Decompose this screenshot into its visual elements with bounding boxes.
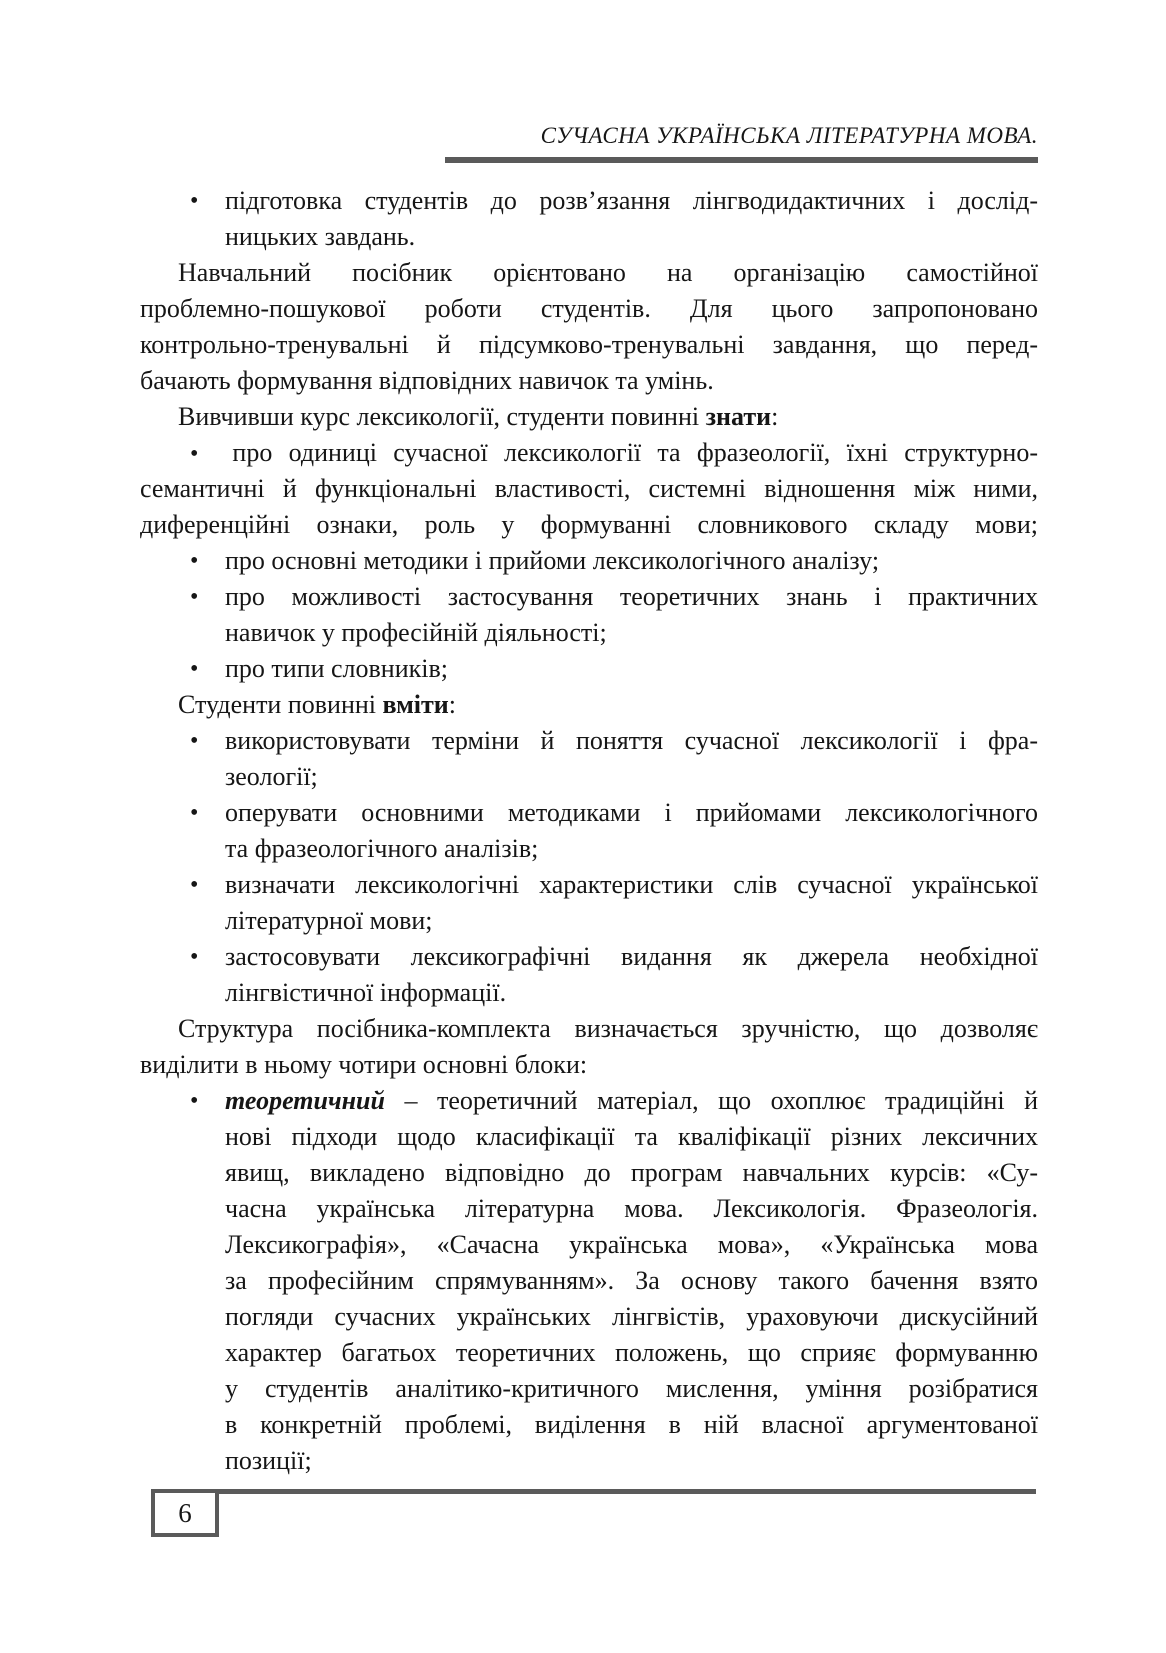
text-run: проблемно-пошукової роботи студентів. Для цього запропоновано: [140, 294, 1038, 323]
text-line: [140, 975, 1038, 1011]
text-line: [140, 1083, 1038, 1119]
header-rule: [445, 157, 1038, 163]
text-line: [140, 399, 1038, 435]
running-head-title: СУЧАСНА УКРАЇНСЬКА ЛІТЕРАТУРНА МОВА.: [540, 123, 1038, 148]
text-line: [140, 1443, 1038, 1479]
text-run: літературної мови;: [225, 906, 433, 935]
bullet-icon: •: [190, 1088, 199, 1114]
text-line: [140, 615, 1038, 651]
text-run: семантичні й функціональні властивості, системні відношення між ними,: [140, 474, 1038, 503]
text-run: використовувати терміни й поняття сучасної лексикології і фра-: [225, 726, 1038, 755]
text-run: про типи словників;: [225, 654, 448, 683]
text-line: [140, 363, 1038, 399]
text-line: [140, 1119, 1038, 1155]
paragraph: [140, 1011, 1038, 1083]
text-line: [140, 1371, 1038, 1407]
text-run: бачають формування відповідних навичок та умінь.: [140, 366, 714, 395]
list-item: [140, 579, 1038, 651]
text-line: [140, 1299, 1038, 1335]
bullet-icon: •: [190, 656, 199, 682]
text-line: [140, 327, 1038, 363]
text-run: ницьких завдань.: [225, 222, 416, 251]
list-item: [140, 651, 1038, 687]
text-line: [140, 219, 1038, 255]
text-run: диференційні ознаки, роль у формуванні словникового складу мови;: [140, 510, 1038, 539]
text-body: [140, 183, 1038, 1479]
text-line: [140, 435, 1038, 471]
text-run: нові підходи щодо класифікації та кваліфікації різних лексичних: [225, 1122, 1038, 1151]
text-run: оперувати основними методиками і прийомами лексикологічного: [225, 798, 1038, 827]
paragraph: [140, 687, 1038, 723]
list-item: [140, 543, 1038, 579]
text-run: знати: [705, 402, 772, 431]
text-run: визначати лексикологічні характеристики слів сучасної української: [225, 870, 1038, 899]
text-line: [140, 759, 1038, 795]
text-run: Студенти повинні: [178, 690, 383, 719]
text-line: [140, 507, 1038, 543]
bullet-icon: •: [190, 944, 199, 970]
text-run: вміти: [382, 690, 449, 719]
text-line: [140, 831, 1038, 867]
page-number: 6: [178, 1498, 192, 1528]
text-run: характер багатьох теоретичних положень, що сприяє формуванню: [225, 1338, 1038, 1367]
text-line: [140, 1047, 1038, 1083]
text-line: [140, 723, 1038, 759]
bullet-icon: •: [190, 800, 199, 826]
text-run: часна українська літературна мова. Лексикологія. Фразеологія.: [225, 1194, 1038, 1223]
text-run: застосовувати лексикографічні видання як джерела необхідної: [225, 942, 1038, 971]
text-line: [140, 543, 1038, 579]
text-line: [140, 1227, 1038, 1263]
text-line: [140, 1407, 1038, 1443]
bullet-icon: •: [190, 441, 199, 467]
list-item: [140, 435, 1038, 543]
page-number-box: [151, 1489, 219, 1537]
list-item: [140, 183, 1038, 255]
text-line: [140, 183, 1038, 219]
text-run: виділити в ньому чотири основні блоки:: [140, 1050, 588, 1079]
text-line: [140, 903, 1038, 939]
text-run: у студентів аналітико-критичного мислення, уміння розібратися: [225, 1374, 1038, 1403]
text-run: про основні методики і прийоми лексикологічного аналізу;: [225, 546, 880, 575]
text-line: [140, 291, 1038, 327]
text-run: Навчальний посібник орієнтовано на організацію самостійної: [178, 258, 1038, 287]
text-run: Вивчивши курс лексикології, студенти повинні: [178, 402, 706, 431]
text-line: [140, 579, 1038, 615]
paragraph: [140, 399, 1038, 435]
text-run: :: [448, 690, 457, 719]
text-line: [140, 939, 1038, 975]
text-line: [140, 1011, 1038, 1047]
bullet-icon: •: [190, 872, 199, 898]
text-run: про можливості застосування теоретичних знань і практичних: [225, 582, 1038, 611]
text-run: явищ, викладено відповідно до програм навчальних курсів: «Су-: [225, 1158, 1038, 1187]
text-run: позиції;: [225, 1446, 312, 1475]
text-line: [140, 471, 1038, 507]
list-item: [140, 867, 1038, 939]
text-line: [140, 795, 1038, 831]
text-line: [140, 1155, 1038, 1191]
list-item: [140, 939, 1038, 1011]
text-run: зеології;: [225, 762, 318, 791]
text-line: [140, 1335, 1038, 1371]
list-item: [140, 795, 1038, 867]
text-run: Лексикографія», «Сачасна українська мова», «Українська мова: [225, 1230, 1038, 1259]
text-run: контрольно-тренувальні й підсумково-тренувальні завдання, що перед-: [140, 330, 1038, 359]
text-run: про одиниці сучасної лексикології та фразеології, їхні структурно-: [232, 438, 1038, 467]
text-line: [140, 867, 1038, 903]
text-run: Структура посібника-комплекта визначається зручністю, що дозволяє: [178, 1014, 1038, 1043]
bullet-icon: •: [190, 584, 199, 610]
bullet-icon: •: [190, 728, 199, 754]
text-run: та фразеологічного аналізів;: [225, 834, 539, 863]
text-run: в конкретній проблемі, виділення в ній власної аргументованої: [225, 1410, 1038, 1439]
text-run: теоретичний: [225, 1086, 385, 1115]
list-item: [140, 723, 1038, 795]
text-run: погляди сучасних українських лінгвістів, ураховуючи дискусійний: [225, 1302, 1038, 1331]
text-run: :: [771, 402, 779, 431]
text-line: [140, 687, 1038, 723]
text-line: [140, 255, 1038, 291]
list-item: [140, 1083, 1038, 1479]
paragraph: [140, 255, 1038, 399]
text-run: навичок у професійній діяльності;: [225, 618, 607, 647]
text-run: лінгвістичної інформації.: [225, 978, 507, 1007]
bullet-icon: •: [190, 548, 199, 574]
text-line: [140, 1191, 1038, 1227]
footer-rule: [152, 1489, 1036, 1494]
text-line: [140, 1263, 1038, 1299]
text-run: – теоретичний матеріал, що охоплює традиційні й: [384, 1086, 1038, 1115]
text-line: [140, 651, 1038, 687]
text-run: за професійним спрямуванням». За основу такого бачення взято: [225, 1266, 1038, 1295]
text-run: підготовка студентів до розв’язання лінгводидактичних і дослід-: [225, 186, 1038, 215]
bullet-icon: •: [190, 188, 199, 214]
